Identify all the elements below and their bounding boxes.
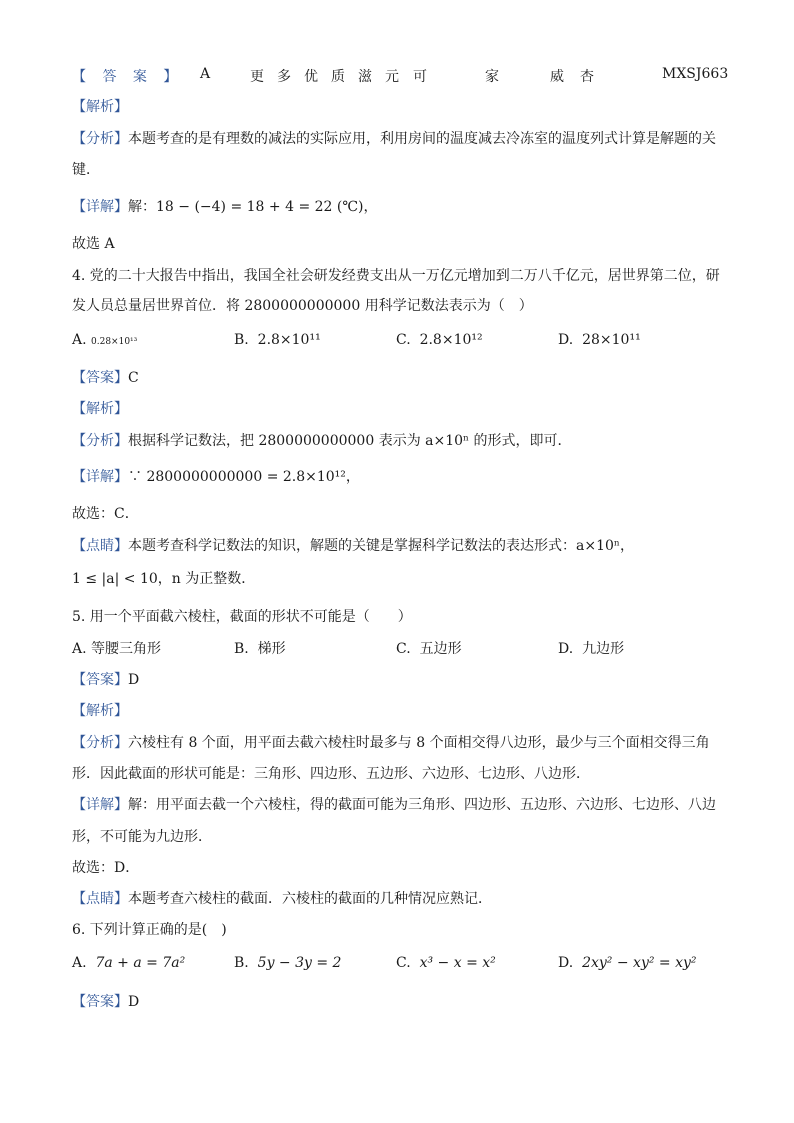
answer-tag: 【 答 案 】 bbox=[72, 69, 184, 85]
q4-remark-line-1 bbox=[72, 536, 634, 556]
analysis-text: 本题考查的是有理数的减法的实际应用，利用房间的温度减去冷冻室的温度列式计算是解题的关 bbox=[128, 131, 716, 147]
q4-option-a bbox=[72, 332, 137, 348]
q5-option-d bbox=[558, 638, 624, 658]
q5-analysis-line-2: 形．因此截面的形状可能是：三角形、四边形、五边形、六边形、七边形、八边形． bbox=[72, 766, 590, 782]
answer-header-line bbox=[72, 66, 729, 86]
q6-option-c bbox=[396, 955, 496, 971]
q6-options bbox=[72, 955, 732, 977]
q5-detail-line-2: 形，不可能为九边形． bbox=[72, 829, 212, 845]
option-label: C. bbox=[396, 641, 411, 657]
q4-option-d bbox=[558, 332, 641, 348]
jiexi-heading: 【解析】 bbox=[72, 401, 128, 417]
option-label: A. bbox=[72, 332, 87, 348]
option-text: 5y − 3y = 2 bbox=[257, 955, 342, 971]
option-label: B. bbox=[234, 955, 249, 971]
answer-tag: 【答案】 bbox=[72, 672, 128, 688]
q5-option-a bbox=[72, 638, 161, 658]
detail-text: 解：用平面去截一个六棱柱，得的截面可能为三角形、四边形、五边形、六边形、七边形、八边 bbox=[128, 797, 716, 813]
q3-analysis-line-1 bbox=[72, 129, 716, 149]
q3-analysis-line-2: 键． bbox=[72, 162, 100, 178]
q6-option-b bbox=[234, 955, 341, 971]
analysis-text: 根据科学记数法，把 2800000000000 表示为 a×10ⁿ 的形式，即可． bbox=[128, 433, 572, 449]
analysis-text: 六棱柱有 8 个面，用平面去截六棱柱时最多与 8 个面相交得八边形，最少与三个面相交得三角 bbox=[128, 735, 710, 751]
option-label: D. bbox=[558, 332, 574, 348]
q5-stem: 5. 用一个平面截六棱柱，截面的形状不可能是（ ） bbox=[72, 609, 412, 625]
detail-tag: 【详解】 bbox=[72, 469, 128, 485]
option-label: B. bbox=[234, 332, 249, 348]
q5-option-b bbox=[234, 638, 286, 658]
option-text: 梯形 bbox=[257, 641, 286, 657]
detail-text: 解：18 − (−4) = 18 + 4 = 22 (℃)， bbox=[128, 199, 378, 215]
option-text: 九边形 bbox=[582, 641, 625, 657]
jiexi-heading: 【解析】 bbox=[72, 703, 128, 719]
q4-stem-line-1: 4. 党的二十大报告中指出，我国全社会研发经费支出从一万亿元增加到二万八千亿元，居世界第二位，研 bbox=[72, 268, 720, 284]
q5-conclusion: 故选：D． bbox=[72, 860, 140, 876]
remark-tag: 【点睛】 bbox=[72, 538, 128, 554]
option-text: 五边形 bbox=[419, 641, 462, 657]
option-label: D. bbox=[558, 641, 574, 657]
q6-option-a bbox=[72, 955, 185, 971]
watermark-char: 可 bbox=[413, 69, 427, 85]
remark-text: 本题考查六棱柱的截面．六棱柱的截面的几种情况应熟记． bbox=[128, 891, 492, 907]
watermark-char: 更 bbox=[250, 69, 264, 85]
watermark-char: 优 bbox=[304, 69, 318, 85]
analysis-tag: 【分析】 bbox=[72, 433, 128, 449]
watermark-code: MXSJ663 bbox=[662, 66, 729, 82]
detail-tag: 【详解】 bbox=[72, 797, 128, 813]
option-text: 28×10¹¹ bbox=[582, 332, 641, 348]
jiexi-heading: 【解析】 bbox=[72, 99, 128, 115]
q4-answer-line bbox=[72, 368, 139, 388]
analysis-tag: 【分析】 bbox=[72, 735, 128, 751]
q5-answer-line bbox=[72, 670, 139, 690]
q3-detail-line bbox=[72, 197, 377, 217]
q5-option-c bbox=[396, 638, 462, 658]
answer-value: A bbox=[200, 66, 211, 82]
watermark-char: 杏 bbox=[580, 69, 594, 85]
q5-options bbox=[72, 638, 732, 660]
answer-value: D bbox=[128, 994, 140, 1010]
watermark-char: 滋 bbox=[358, 69, 372, 85]
q4-option-c bbox=[396, 332, 483, 348]
option-label: D. bbox=[558, 955, 574, 971]
option-text: 0.28×10¹³ bbox=[91, 337, 138, 347]
q6-answer-line bbox=[72, 992, 139, 1012]
watermark-char: 威 bbox=[550, 69, 564, 85]
option-label: B. bbox=[234, 641, 249, 657]
option-text: x³ − x = x² bbox=[419, 955, 496, 971]
answer-value: C bbox=[128, 370, 139, 386]
q4-option-b bbox=[234, 332, 321, 348]
q6-stem: 6. 下列计算正确的是( ) bbox=[72, 922, 227, 938]
answer-value: D bbox=[128, 672, 140, 688]
remark-tag: 【点睛】 bbox=[72, 891, 128, 907]
option-text: 2.8×10¹² bbox=[419, 332, 483, 348]
remark-text: 本题考查科学记数法的知识，解题的关键是掌握科学记数法的表达形式：a×10ⁿ， bbox=[128, 538, 634, 554]
detail-tag: 【详解】 bbox=[72, 199, 128, 215]
watermark-char: 多 bbox=[277, 69, 291, 85]
option-text: 2.8×10¹¹ bbox=[257, 332, 321, 348]
watermark-char: 元 bbox=[385, 69, 399, 85]
q4-stem-line-2: 发人员总量居世界首位．将 2800000000000 用科学记数法表示为（ ） bbox=[72, 298, 533, 314]
q6-option-d bbox=[558, 955, 697, 971]
option-label: C. bbox=[396, 955, 411, 971]
option-text: 等腰三角形 bbox=[91, 641, 162, 657]
q5-remark-line bbox=[72, 889, 492, 909]
answer-tag: 【答案】 bbox=[72, 994, 128, 1010]
q4-options bbox=[72, 332, 732, 354]
option-label: A. bbox=[72, 955, 87, 971]
detail-text: ∵ 2800000000000 = 2.8×10¹²， bbox=[128, 469, 360, 485]
watermark-char: 质 bbox=[331, 69, 345, 85]
q4-remark-line-2: 1 ≤ |a| < 10，n 为正整数． bbox=[72, 571, 256, 587]
q4-detail-line bbox=[72, 467, 360, 487]
option-label: C. bbox=[396, 332, 411, 348]
option-text: 7a + a = 7a² bbox=[95, 955, 186, 971]
option-text: 2xy² − xy² = xy² bbox=[582, 955, 697, 971]
q3-conclusion: 故选 A bbox=[72, 236, 115, 252]
option-label: A. bbox=[72, 641, 87, 657]
q5-analysis-line-1 bbox=[72, 733, 710, 753]
analysis-tag: 【分析】 bbox=[72, 131, 128, 147]
watermark-char: 家 bbox=[485, 69, 499, 85]
answer-tag: 【答案】 bbox=[72, 370, 128, 386]
q4-conclusion: 故选：C． bbox=[72, 506, 139, 522]
q4-analysis-line bbox=[72, 431, 572, 451]
q5-detail-line-1 bbox=[72, 795, 716, 815]
